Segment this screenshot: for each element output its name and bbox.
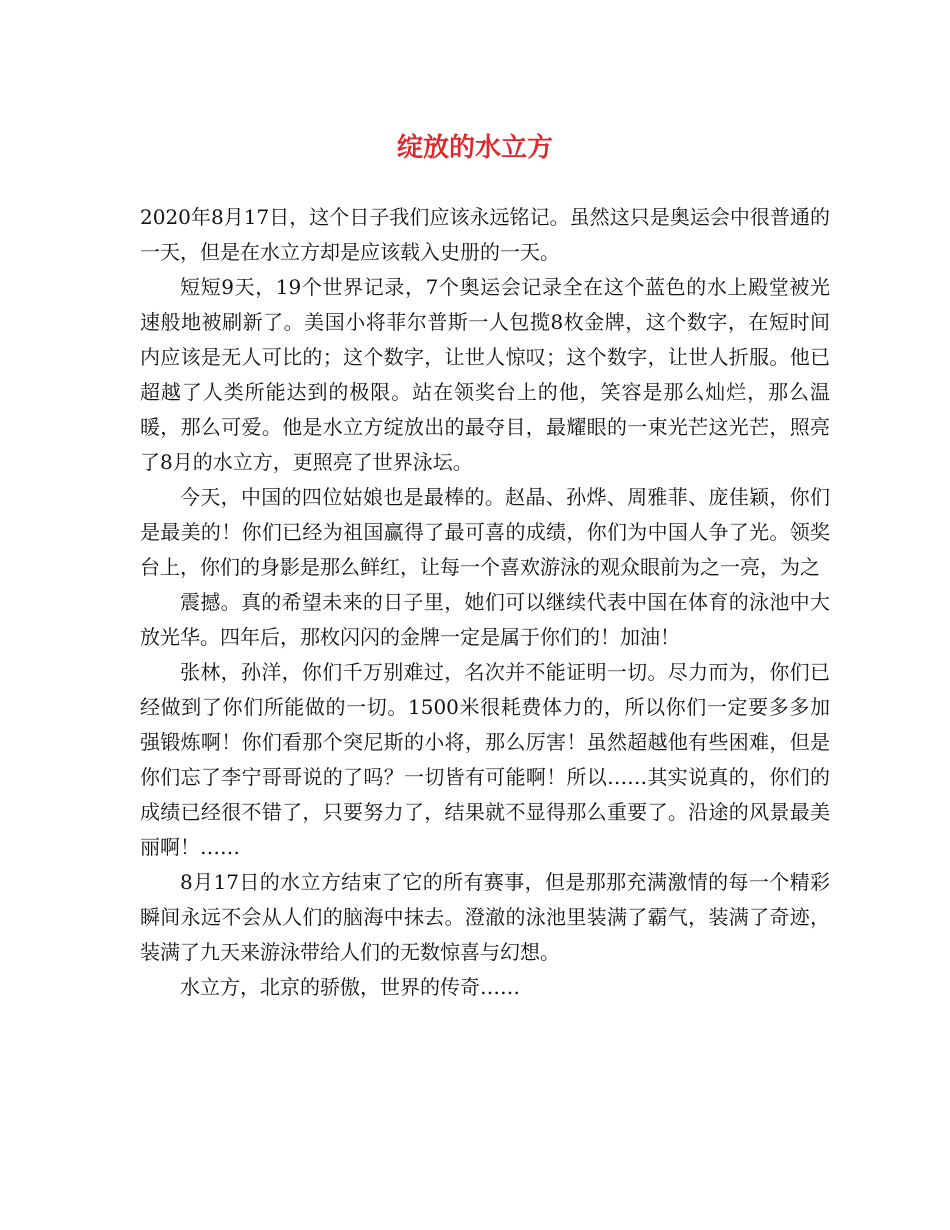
page-title: 绽放的水立方 — [396, 133, 553, 163]
paragraph-2: 短短9天，19个世界记录，7个奥运会记录全在这个蓝色的水上殿堂被光速般地被刷新了。美国小将菲尔普斯一人包揽8枚金牌，这个数字，在短时间内应该是无人可比的；这个数字，让世人惊叹；这个数字，让世人折服。他已超越了人类所能达到的极限。站在领奖台上的他，笑容是那么灿烂，那么温暖，那么可爱。他是水立方绽放出的最夺目，最耀眼的一束光芒这光芒，照亮了8月的水立方，更照亮了世界泳坛。 — [140, 275, 830, 474]
paragraph-1: 2020年8月17日，这个日子我们应该永远铭记。虽然这只是奥运会中很普通的一天，但是在水立方却是应该载入史册的一天。 — [140, 205, 830, 264]
paragraph-4: 震撼。真的希望未来的日子里，她们可以继续代表中国在体育的泳池中大放光华。四年后，那枚闪闪的金牌一定是属于你们的！加油！ — [140, 590, 830, 649]
paragraph-6: 8月17日的水立方结束了它的所有赛事，但是那那充满激情的每一个精彩瞬间永远不会从人们的脑海中抹去。澄澈的泳池里装满了霸气，装满了奇迹，装满了九天来游泳带给人们的无数惊喜与幻想。 — [140, 870, 830, 964]
article-body — [140, 200, 830, 1005]
paragraph-7: 水立方，北京的骄傲，世界的传奇…… — [180, 975, 520, 999]
paragraph-5: 张林，孙洋，你们千万别难过，名次并不能证明一切。尽力而为，你们已经做到了你们所能做的一切。1500米很耗费体力的，所以你们一定要多多加强锻炼啊！你们看那个突尼斯的小将，那么厉害！虽然超越他有些困难，但是你们忘了李宁哥哥说的了吗？一切皆有可能啊！所以……其实说真的，你们的成绩已经很不错了，只要努力了，结果就不显得那么重要了。沿途的风景最美丽啊！…… — [140, 660, 830, 859]
paragraph-3: 今天，中国的四位姑娘也是最棒的。赵晶、孙烨、周雅菲、庞佳颖，你们是最美的！你们已经为祖国赢得了最可喜的成绩，你们为中国人争了光。领奖台上，你们的身影是那么鲜红，让每一个喜欢游泳的观众眼前为之一亮，为之 — [140, 485, 830, 579]
